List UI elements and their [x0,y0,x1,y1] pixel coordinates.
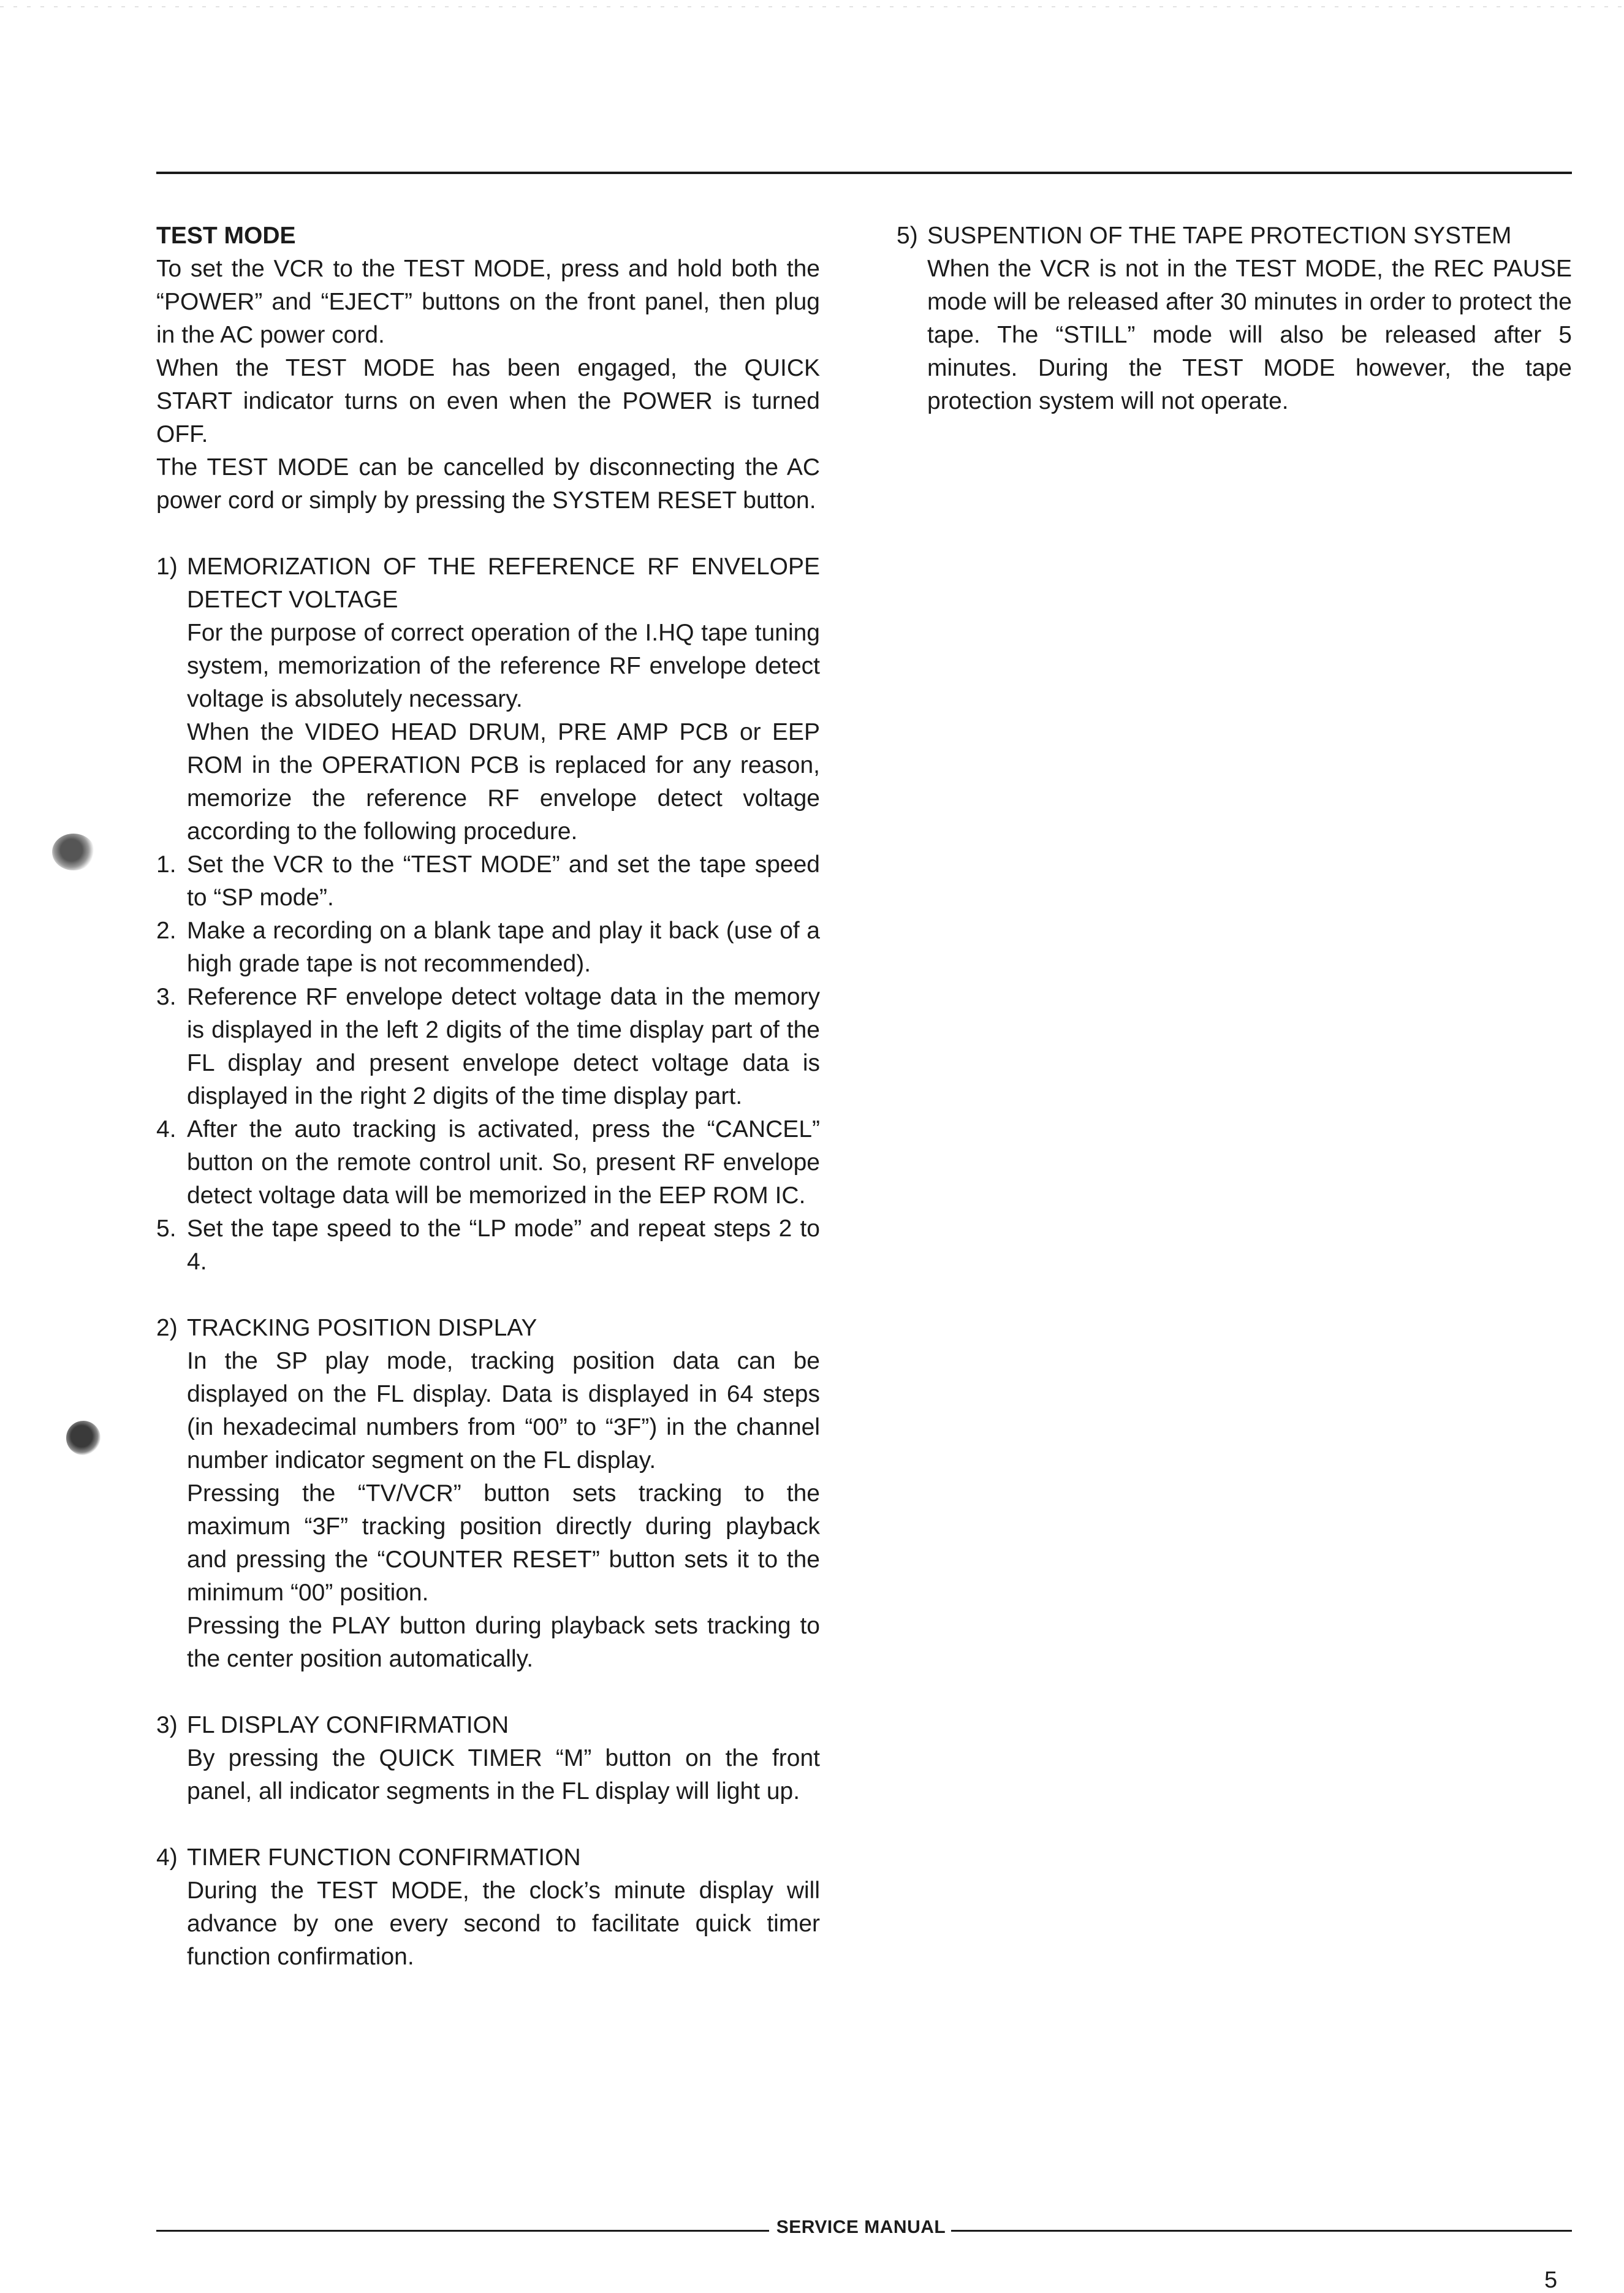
section-title: TEST MODE [156,222,296,249]
subsection-heading: SUSPENTION OF THE TAPE PROTECTION SYSTEM [927,222,1512,249]
right-column [897,219,1572,418]
step-text: Set the VCR to the “TEST MODE” and set the tape speed to “SP mode”. [187,851,820,911]
header-rule [156,172,1572,174]
subsection-number: 4) [156,1844,178,1871]
step-number: 1. [156,851,176,878]
intro-paragraph: To set the VCR to the TEST MODE, press and hold both the “POWER” and “EJECT” buttons on the front panel, then plug in the AC power cord. [156,256,820,348]
subsection-number: 2) [156,1315,178,1341]
footer-label: SERVICE MANUAL [776,2217,946,2237]
intro-paragraph: The TEST MODE can be cancelled by disconnecting the AC power cord or simply by pressing the SYSTEM RESET button. [156,454,820,514]
step-text: After the auto tracking is activated, press the “CANCEL” button on the remote control unit. So, present RF envelope detect voltage data will be memorized in the EEP ROM IC. [187,1116,820,1209]
step-text: Set the tape speed to the “LP mode” and repeat steps 2 to 4. [187,1215,820,1275]
subsection-heading: TRACKING POSITION DISPLAY [187,1315,537,1341]
binder-hole-mark [66,1421,101,1455]
left-column [156,219,820,1974]
step-number: 3. [156,984,176,1010]
step-text: Make a recording on a blank tape and play it back (use of a high grade tape is not recommended). [187,918,820,977]
step-number: 4. [156,1116,176,1143]
step-item [156,981,820,1113]
intro-paragraph: When the TEST MODE has been engaged, the QUICK START indicator turns on even when the POWER is turned OFF. [156,355,820,447]
step-item [156,915,820,981]
paragraph: For the purpose of correct operation of the I.HQ tape tuning system, memorization of the reference RF envelope detect voltage is absolutely necessary. [187,620,820,712]
step-number: 2. [156,918,176,944]
subsection-heading: MEMORIZATION OF THE REFERENCE RF ENVELOPE DETECT VOLTAGE [187,553,820,613]
procedure-steps [156,848,820,1279]
subsection-tape-protection [897,219,1572,418]
binder-hole-mark [52,834,95,870]
subsection-timer [156,1841,820,1974]
subsection-memorization [156,550,820,848]
footer-rule-right [951,2230,1572,2232]
step-text: Reference RF envelope detect voltage data in the memory is displayed in the left 2 digits of the time display part of the FL display and present envelope detect voltage data is displayed in the right 2 digits of the time display part. [187,984,820,1109]
paragraph: When the VIDEO HEAD DRUM, PRE AMP PCB or EEP ROM in the OPERATION PCB is replaced for any reason, memorize the reference RF envelope detect voltage according to the following procedure. [187,719,820,845]
paragraph: Pressing the “TV/VCR” button sets tracking to the maximum “3F” tracking position directly during playback and pressing the “COUNTER RESET” button sets it to the minimum “00” position. [187,1480,820,1606]
subsection-heading: FL DISPLAY CONFIRMATION [187,1712,509,1738]
footer-rule-left [156,2230,769,2232]
subsection-number: 5) [897,222,918,249]
subsection-heading: TIMER FUNCTION CONFIRMATION [187,1844,581,1871]
subsection-tracking [156,1312,820,1676]
subsection-fl-display [156,1709,820,1808]
paragraph: Pressing the PLAY button during playback sets tracking to the center position automatically. [187,1613,820,1672]
step-number: 5. [156,1215,176,1242]
paragraph: By pressing the QUICK TIMER “M” button on the front panel, all indicator segments in the FL display will light up. [187,1745,820,1804]
subsection-number: 1) [156,553,178,580]
step-item [156,848,820,915]
paragraph: In the SP play mode, tracking position data can be displayed on the FL display. Data is displayed in 64 steps (in hexadecimal numbers from “00” to “3F”) in the channel number indicator segment on the FL display. [187,1348,820,1474]
subsection-number: 3) [156,1712,178,1738]
step-item [156,1113,820,1212]
step-item [156,1212,820,1279]
paragraph: During the TEST MODE, the clock’s minute display will advance by one every second to facilitate quick timer function confirmation. [187,1877,820,1970]
paragraph: When the VCR is not in the TEST MODE, the REC PAUSE mode will be released after 30 minutes in order to protect the tape. The “STILL” mode will also be released after 5 minutes. During the TEST MODE however, the tape protection system will not operate. [927,256,1572,414]
page-number: 5 [1544,2267,1558,2293]
scan-noise [0,6,1624,7]
